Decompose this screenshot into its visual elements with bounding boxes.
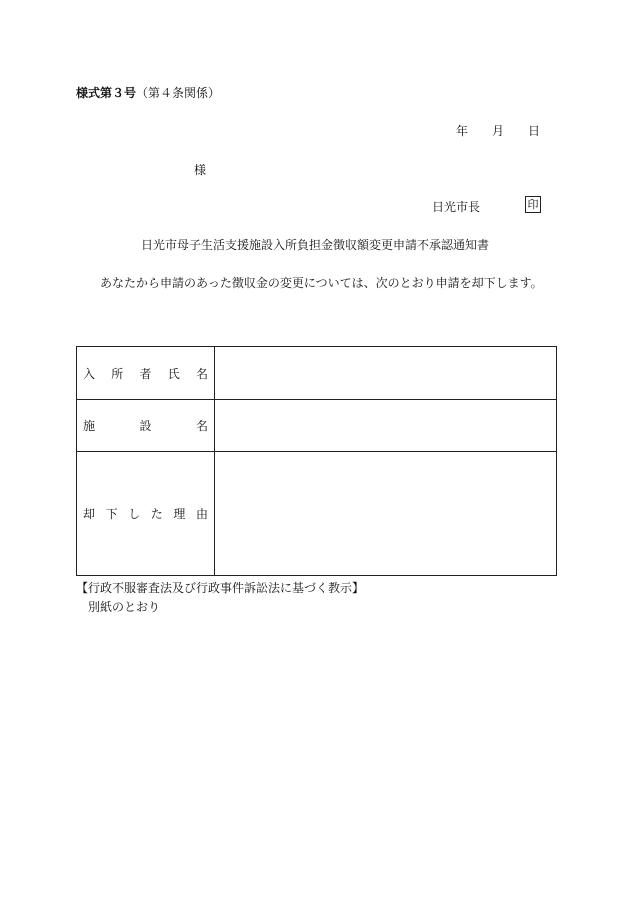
label-char: 却 bbox=[83, 507, 96, 522]
recipient-suffix: 様 bbox=[194, 163, 207, 177]
label-resident-name bbox=[77, 347, 215, 400]
form-number-label: 様式第３号 bbox=[76, 86, 137, 100]
label-char: し bbox=[128, 507, 141, 522]
label-char: た bbox=[150, 507, 163, 522]
label-char: 者 bbox=[139, 366, 152, 381]
label-char: 名 bbox=[195, 366, 208, 381]
table-row-facility-name bbox=[77, 400, 557, 452]
label-char: 由 bbox=[195, 507, 208, 522]
document-title: 日光市母子生活支援施設入所負担金徴収額変更申請不承認通知書 bbox=[140, 238, 489, 252]
label-facility-name bbox=[77, 400, 215, 452]
notice-heading: 【行政不服審査法及び行政事件訴訟法に基づく教示】 bbox=[76, 581, 365, 595]
table-row-rejection-reason bbox=[77, 452, 557, 576]
label-char: 氏 bbox=[167, 366, 180, 381]
label-char: 所 bbox=[111, 366, 124, 381]
form-relation: （第４条関係） bbox=[136, 86, 221, 100]
value-rejection-reason[interactable] bbox=[215, 452, 557, 576]
notice-body: 別紙のとおり bbox=[88, 600, 161, 614]
value-facility-name[interactable] bbox=[215, 400, 557, 452]
date-day: 日 bbox=[528, 124, 541, 138]
label-char: 入 bbox=[83, 366, 96, 381]
date-year: 年 bbox=[456, 124, 469, 138]
label-char: 施 bbox=[83, 419, 96, 434]
label-char: 理 bbox=[173, 507, 186, 522]
document-body: あなたから申請のあった徴収金の変更については、次のとおり申請を却下します。 bbox=[100, 276, 543, 290]
date-month: 月 bbox=[492, 124, 505, 138]
label-char: 下 bbox=[105, 507, 118, 522]
info-table bbox=[76, 346, 557, 576]
label-rejection-reason bbox=[77, 452, 215, 576]
label-char: 名 bbox=[195, 419, 208, 434]
issuer-title: 日光市長 bbox=[432, 200, 481, 214]
form-number bbox=[76, 84, 220, 101]
table-row-resident-name bbox=[77, 347, 557, 400]
value-resident-name[interactable] bbox=[215, 347, 557, 400]
label-char: 設 bbox=[139, 419, 152, 434]
seal-mark: 印 bbox=[525, 196, 541, 213]
